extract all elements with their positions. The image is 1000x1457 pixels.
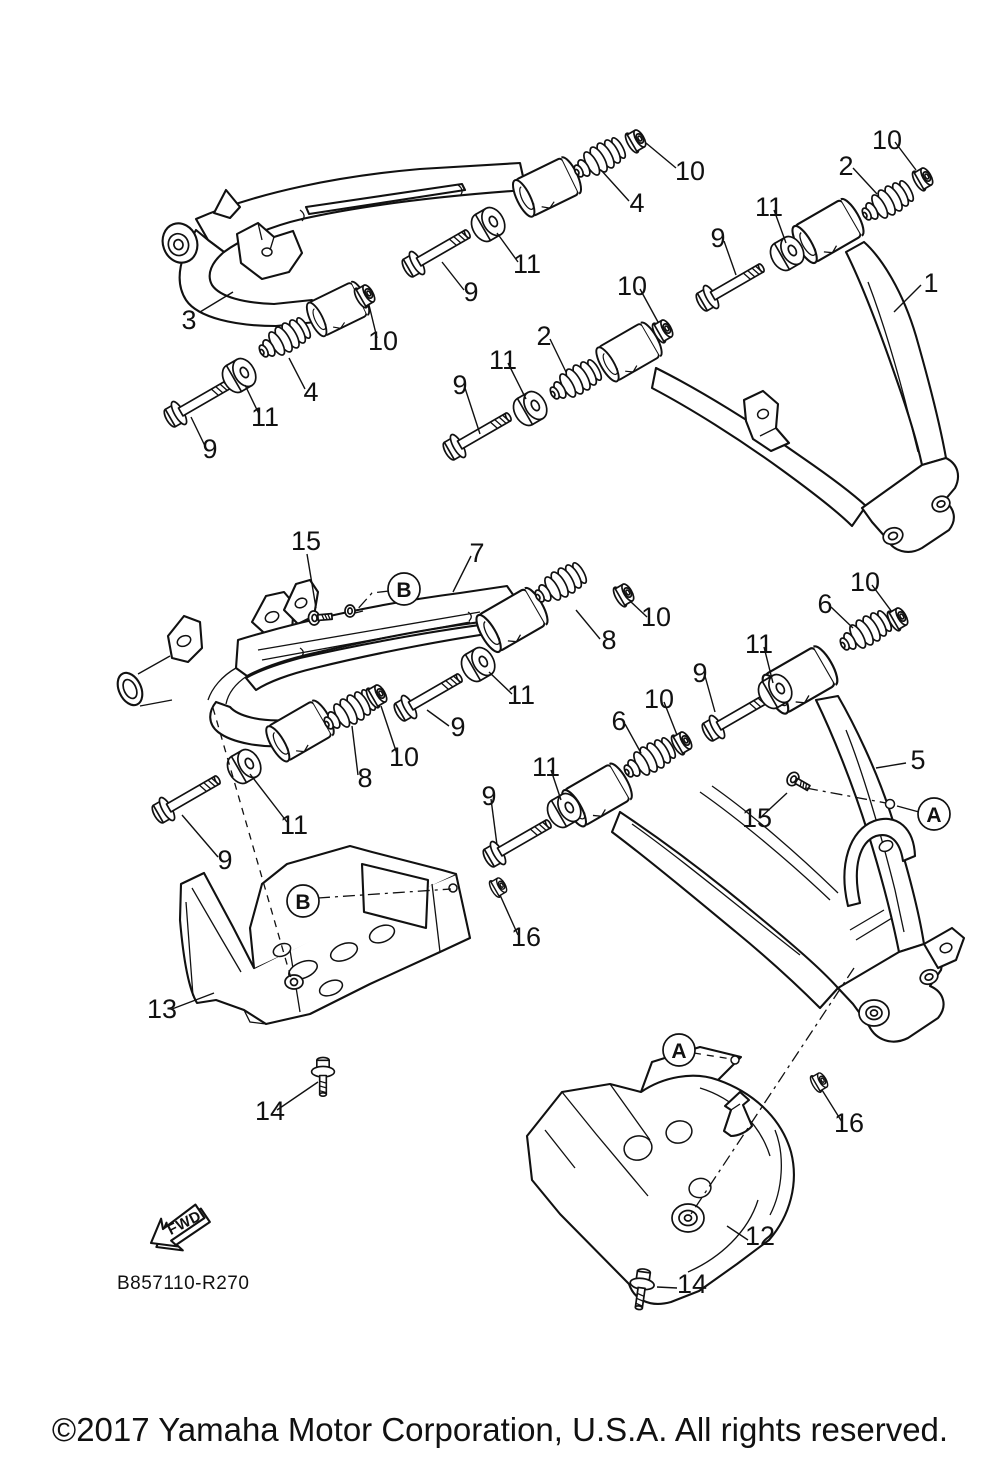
- svg-text:A: A: [671, 1040, 687, 1063]
- callout-label: 9: [710, 223, 726, 253]
- callout-label: 15: [741, 803, 773, 833]
- callout-label: 4: [303, 377, 319, 407]
- callout-label: 12: [744, 1221, 776, 1251]
- ref-circle-a-upper: [918, 798, 950, 830]
- callout-label: 15: [290, 526, 322, 556]
- ref-circle-a-lower: [663, 1034, 695, 1066]
- arm7-housing-lower: [262, 698, 338, 765]
- callout-label: 4: [629, 188, 645, 218]
- bushing-2: [545, 356, 605, 407]
- callout-label: 10: [367, 326, 399, 356]
- drawing-code: B857110-R270: [117, 1273, 250, 1294]
- callout-label: 11: [506, 680, 536, 710]
- ref-circle-b-lower: [287, 885, 319, 917]
- callout-label: 11: [488, 345, 518, 375]
- screw-15: [785, 770, 812, 794]
- washer-11: [467, 204, 510, 246]
- bolt-9: [439, 405, 516, 465]
- callout-label: 9: [692, 658, 708, 688]
- nut-10: [623, 127, 649, 155]
- callout-label: 10: [643, 684, 675, 714]
- callout-label: 9: [481, 781, 497, 811]
- bushing-2: [857, 177, 917, 228]
- washer-11: [509, 388, 552, 430]
- callout-label: 6: [817, 589, 833, 619]
- bolt-9: [148, 768, 225, 828]
- callout-label: 9: [217, 845, 233, 875]
- callout-label: 2: [838, 151, 854, 181]
- callout-label: 11: [279, 810, 309, 840]
- nut-10: [910, 165, 936, 193]
- callout-label: 5: [910, 745, 926, 775]
- bolt-9: [479, 812, 556, 872]
- washer-11: [223, 746, 266, 788]
- callout-label: 10: [871, 125, 903, 155]
- callout-label: 16: [833, 1108, 865, 1138]
- callout-label: 10: [849, 567, 881, 597]
- svg-text:B: B: [295, 891, 311, 914]
- bushing-6: [619, 734, 679, 785]
- fwd-arrow: [143, 1200, 215, 1262]
- callout-label: 11: [512, 249, 542, 279]
- nut-16: [487, 875, 509, 898]
- callout-label: 11: [531, 752, 561, 782]
- callout-label: 7: [469, 538, 485, 568]
- screw-hole: [886, 800, 895, 809]
- bolt-9: [692, 256, 769, 316]
- callout-label: 13: [146, 994, 178, 1024]
- callout-label: 2: [536, 321, 552, 351]
- callout-label: 8: [601, 625, 617, 655]
- bolt-14: [312, 1057, 335, 1096]
- svg-text:B: B: [396, 579, 412, 602]
- skid-plate-right: [527, 1047, 794, 1304]
- svg-text:A: A: [926, 804, 942, 827]
- callout-label: 1: [923, 268, 939, 298]
- callout-label: 10: [640, 602, 672, 632]
- callout-label: 9: [450, 712, 466, 742]
- callout-label: 3: [181, 305, 197, 335]
- fwd-label: FWD: [164, 1207, 205, 1239]
- bolt-9: [398, 222, 475, 282]
- bushing-6: [835, 607, 895, 658]
- callout-label: 10: [388, 742, 420, 772]
- callout-label: 11: [744, 629, 774, 659]
- callout-label: 9: [202, 434, 218, 464]
- callout-label: 9: [463, 277, 479, 307]
- callout-label: 14: [676, 1269, 708, 1299]
- ref-circle-b-upper: [388, 573, 420, 605]
- callout-label: 6: [611, 706, 627, 736]
- nut-16: [808, 1070, 830, 1093]
- callout-label: 10: [616, 271, 648, 301]
- callout-label: 9: [452, 370, 468, 400]
- callout-label: 11: [250, 402, 280, 432]
- callout-label: 11: [754, 192, 784, 222]
- callout-label: 14: [254, 1096, 286, 1126]
- callout-label: 16: [510, 922, 542, 952]
- copyright-notice: ©2017 Yamaha Motor Corporation, U.S.A. All rights reserved.: [51, 1411, 949, 1448]
- callout-label: 10: [674, 156, 706, 186]
- callout-label: 8: [357, 763, 373, 793]
